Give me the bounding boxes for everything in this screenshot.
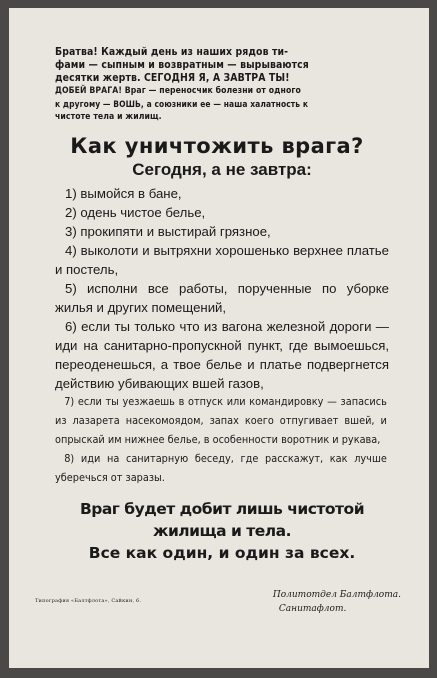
signature-block	[273, 588, 401, 616]
closing-slogan	[55, 498, 389, 564]
intro-line: десятки жертв. СЕГОДНЯ Я, А ЗАВТРА ТЫ!	[55, 72, 290, 84]
slogan-line: Враг будет добит лишь чистотой жилища и тела.	[79, 500, 365, 540]
intro-paragraph	[55, 46, 389, 124]
list-item: 2) одень чистое белье,	[65, 205, 206, 220]
list-item: 7) если ты уезжаешь в отпуск или командировку — запасись из лазарета насекомоядом, запах коего отпугивает вшей, и опрыскай им нижнее белье, в особенности воротник и рукава,	[55, 396, 387, 446]
list-item: 4) выколоти и вытряхни хорошенько верхнее платье и постель,	[55, 243, 389, 277]
intro-line: Братва! Каждый день из наших рядов ти-	[55, 46, 289, 58]
list-item: 6) если ты только что из вагона железной дороги — иди на санитарно-пропускной пункт, где вымоешься, переоденешься, а твое белье и платье подвергнется действию убивающих вшей газов,	[55, 319, 389, 391]
subheadline: Сегодня, а не завтра:	[132, 160, 312, 179]
intro-line: фами — сыпным и возвратным — вырываются	[55, 59, 309, 71]
intro-line: ДОБЕЙ ВРАГА! Враг — переносчик болезни от одного	[55, 86, 301, 96]
printer-credit: Типография «Балтфлота», Сайкин, 6.	[35, 598, 142, 604]
list-item: 1) вымойся в бане,	[65, 186, 182, 201]
list-item: 3) прокипяти и выстирай грязное,	[65, 224, 271, 239]
slogan-line: Все как один, и один за всех.	[88, 544, 356, 562]
poster-sheet	[9, 8, 429, 668]
list-item: 8) иди на санитарную беседу, где расскажут, как лучше уберечься от заразы.	[55, 453, 387, 484]
instruction-list	[55, 184, 389, 488]
intro-line: к другому — ВОШЬ, а союзники ее — наша халатность к	[55, 99, 309, 109]
signature-line: Политотдел Балтфлота.	[272, 590, 401, 600]
intro-line: чистоте тела и жилищ.	[55, 112, 162, 122]
list-item: 5) исполни все работы, порученные по уборке жилья и других помещений,	[55, 281, 389, 315]
signature-line: Санитафлот.	[278, 604, 347, 614]
headline: Как уничтожить врага?	[70, 134, 364, 158]
